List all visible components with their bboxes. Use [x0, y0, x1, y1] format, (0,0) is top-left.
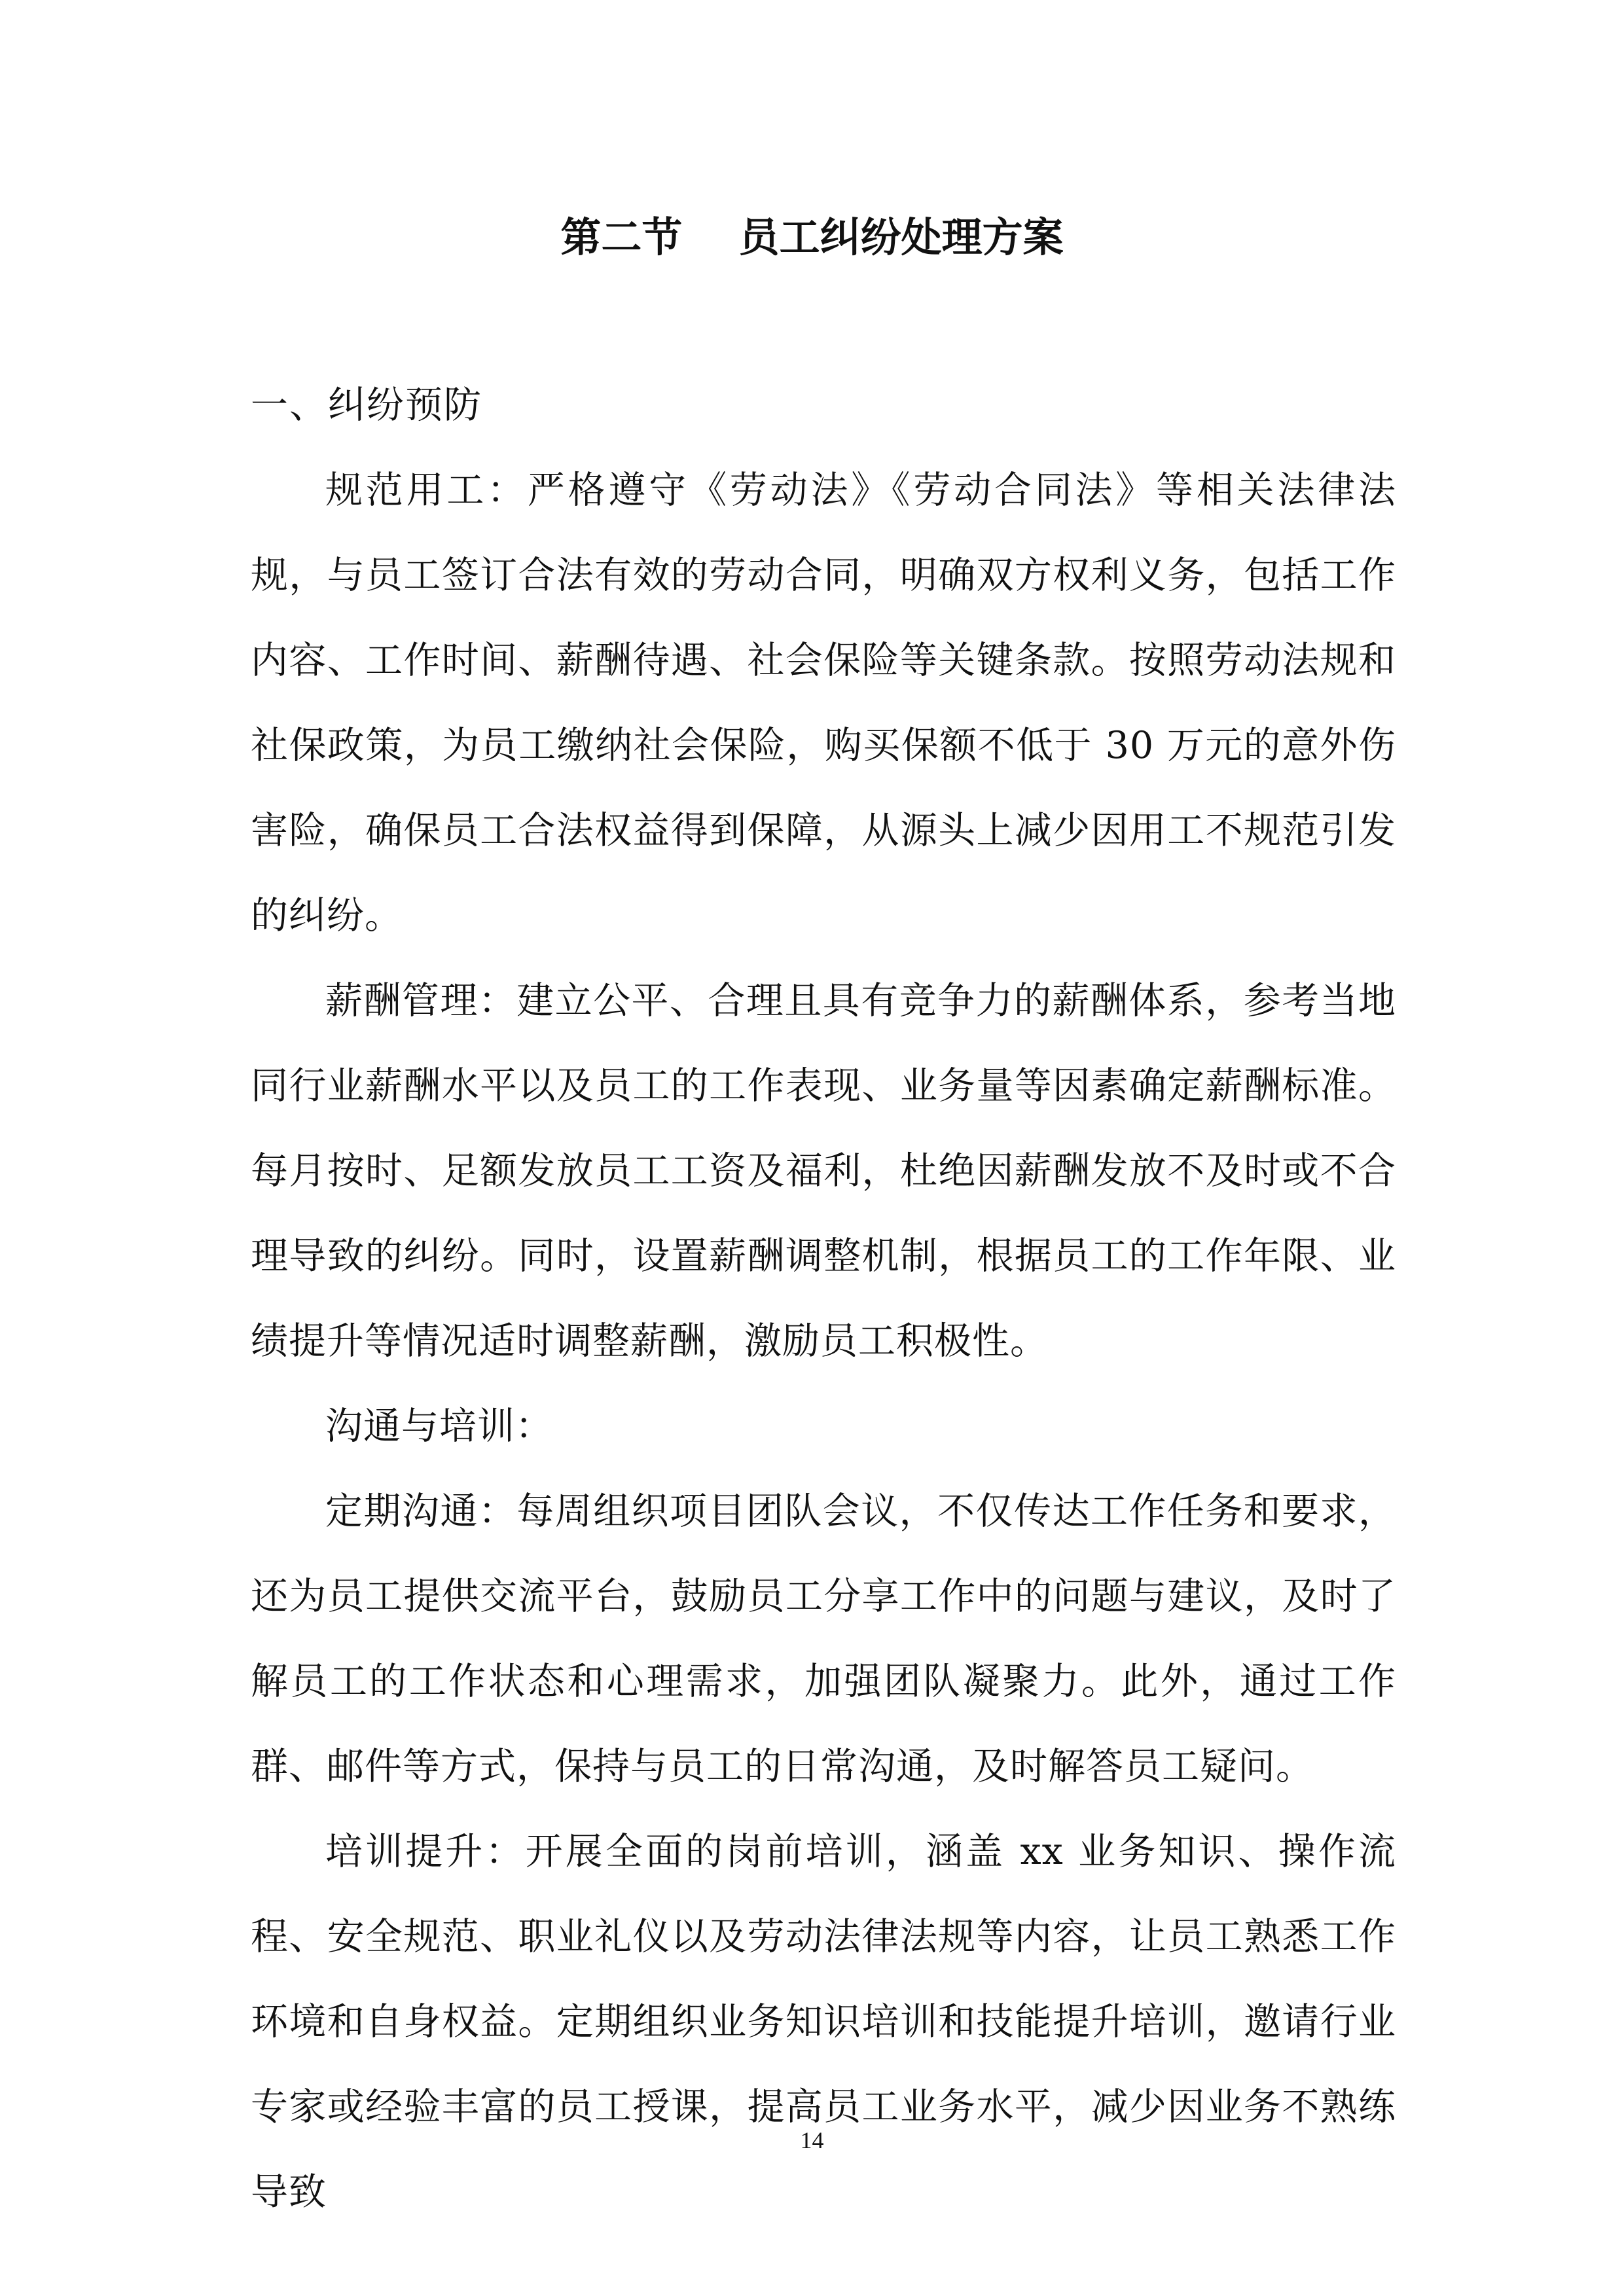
paragraph-communication-training-heading: 沟通与培训：	[325, 1405, 553, 1448]
paragraph-salary-management: 薪酬管理：建立公平、合理且具有竞争力的薪酬体系，参考当地同行业薪酬水平以及员工的工作表现、业务量等因素确定薪酬标准。每月按时、足额发放员工工资及福利，杜绝因薪酬发放不及时或不合理导致的纠纷。同时，设置薪酬调整机制，根据员工的工作年限、业绩提升等情况适时调整薪酬，激励员工积极性。	[251, 979, 1396, 1363]
paragraph-training-improvement: 培训提升：开展全面的岗前培训，涵盖 xx 业务知识、操作流程、安全规范、职业礼仪以及劳动法律法规等内容，让员工熟悉工作环境和自身权益。定期组织业务知识培训和技能提升培训，邀请行业专家或经验丰富的员工授课，提高员工业务水平，减少因业务不熟练导致	[251, 1830, 1396, 2214]
paragraph-regular-communication: 定期沟通：每周组织项目团队会议，不仅传达工作任务和要求，还为员工提供交流平台，鼓励员工分享工作中的问题与建议，及时了解员工的工作状态和心理需求，加强团队凝聚力。此外，通过工作群、邮件等方式，保持与员工的日常沟通，及时解答员工疑问。	[251, 1490, 1396, 1788]
document-body	[251, 363, 1396, 2234]
page-number: 14	[800, 2127, 824, 2153]
paragraph-standardized-employment: 规范用工：严格遵守《劳动法》《劳动合同法》等相关法律法规，与员工签订合法有效的劳动合同，明确双方权利义务，包括工作内容、工作时间、薪酬待遇、社会保险等关键条款。按照劳动法规和社保政策，为员工缴纳社会保险，购买保额不低于 30 万元的意外伤害险，确保员工合法权益得到保障，从源头上减少因用工不规范引发的纠纷。	[251, 469, 1396, 937]
page-title: 第二节 员工纠纷处理方案	[560, 213, 1064, 261]
section-heading: 一、纠纷预防	[251, 384, 482, 427]
